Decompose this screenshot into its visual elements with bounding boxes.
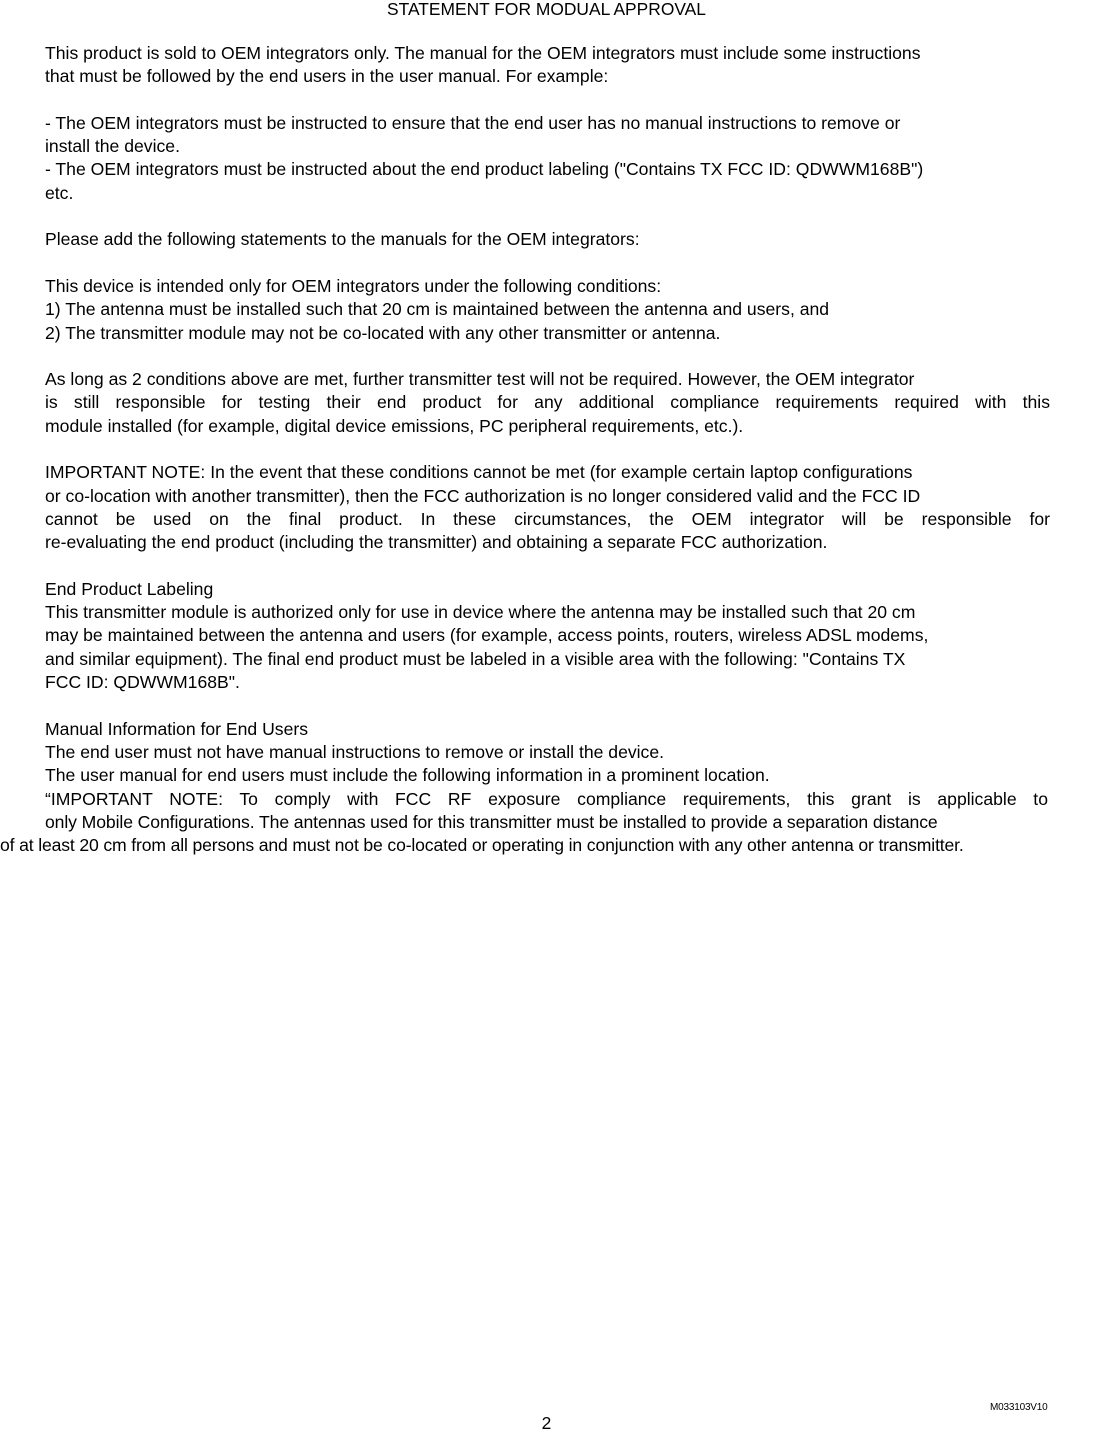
conditions-paragraph bbox=[45, 275, 1050, 345]
text-line: - The OEM integrators must be instructed about the end product labeling ("Contains TX FCC ID: QDWWM168B") bbox=[45, 159, 924, 180]
text-line: module installed (for example, digital device emissions, PC peripheral requirements, etc.). bbox=[45, 415, 744, 436]
section-heading: Manual Information for End Users bbox=[45, 718, 309, 739]
text-line: and similar equipment). The final end product must be labeled in a visible area with the following: "Contains TX bbox=[45, 648, 906, 669]
section-heading: End Product Labeling bbox=[45, 578, 214, 599]
text-line: This transmitter module is authorized only for use in device where the antenna may be installed such that 20 cm bbox=[45, 602, 916, 623]
text-line: Please add the following statements to the manuals for the OEM integrators: bbox=[45, 229, 640, 250]
document-body bbox=[0, 42, 1050, 857]
text-line: IMPORTANT NOTE: In the event that these conditions cannot be met (for example certain laptop configurations bbox=[45, 462, 913, 483]
condition-item: 2) The transmitter module may not be co-located with any other transmitter or antenna. bbox=[45, 322, 721, 343]
add-statements-paragraph bbox=[45, 228, 1050, 251]
manual-section bbox=[0, 718, 1050, 858]
page-title: STATEMENT FOR MODUAL APPROVAL bbox=[387, 0, 706, 19]
text-line: This product is sold to OEM integrators only. The manual for the OEM integrators must include some instructions bbox=[45, 43, 921, 63]
text-line: - The OEM integrators must be instructed to ensure that the end user has no manual instructions to remove or bbox=[45, 112, 901, 133]
text-line: or co-location with another transmitter), then the FCC authorization is no longer considered valid and the FCC ID bbox=[45, 485, 921, 506]
examples-paragraph bbox=[45, 112, 1050, 205]
text-line: install the device. bbox=[45, 136, 180, 157]
text-line: As long as 2 conditions above are met, further transmitter test will not be required. However, the OEM integrator bbox=[45, 369, 915, 390]
text-line: is still responsible for testing their end product for any additional compliance requirements required with this bbox=[45, 392, 1050, 413]
as-long-as-paragraph bbox=[45, 368, 1050, 438]
labeling-section bbox=[45, 578, 1050, 694]
text-line: “IMPORTANT NOTE: To comply with FCC RF exposure compliance requirements, this grant is applicable to bbox=[45, 788, 1048, 809]
text-line: etc. bbox=[45, 182, 74, 203]
last-line-wrapper bbox=[0, 834, 1050, 857]
text-line: FCC ID: QDWWM168B". bbox=[45, 672, 240, 693]
text-line: cannot be used on the final product. In these circumstances, the OEM integrator will be responsible for bbox=[45, 508, 1050, 529]
page-number: 2 bbox=[541, 1413, 552, 1433]
text-line: re-evaluating the end product (including the transmitter) and obtaining a separate FCC authorization. bbox=[45, 532, 828, 553]
intro-paragraph bbox=[45, 42, 1050, 89]
text-line: The end user must not have manual instructions to remove or install the device. bbox=[45, 741, 665, 762]
text-line: may be maintained between the antenna and users (for example, access points, routers, wireless ADSL modems, bbox=[45, 625, 929, 646]
condition-item: 1) The antenna must be installed such that 20 cm is maintained between the antenna and users, and bbox=[45, 299, 830, 320]
text-line: of at least 20 cm from all persons and must not be co-located or operating in conjunction with any other antenna or transmitter. bbox=[0, 835, 964, 856]
text-line: only Mobile Configurations. The antennas used for this transmitter must be installed to provide a separation distance bbox=[45, 811, 938, 832]
text-line: The user manual for end users must include the following information in a prominent location. bbox=[45, 765, 770, 786]
document-code: M033103V10 bbox=[990, 1402, 1048, 1413]
text-line: This device is intended only for OEM integrators under the following conditions: bbox=[45, 275, 662, 296]
important-note-paragraph bbox=[45, 461, 1050, 554]
text-line: that must be followed by the end users in the user manual. For example: bbox=[45, 66, 609, 87]
